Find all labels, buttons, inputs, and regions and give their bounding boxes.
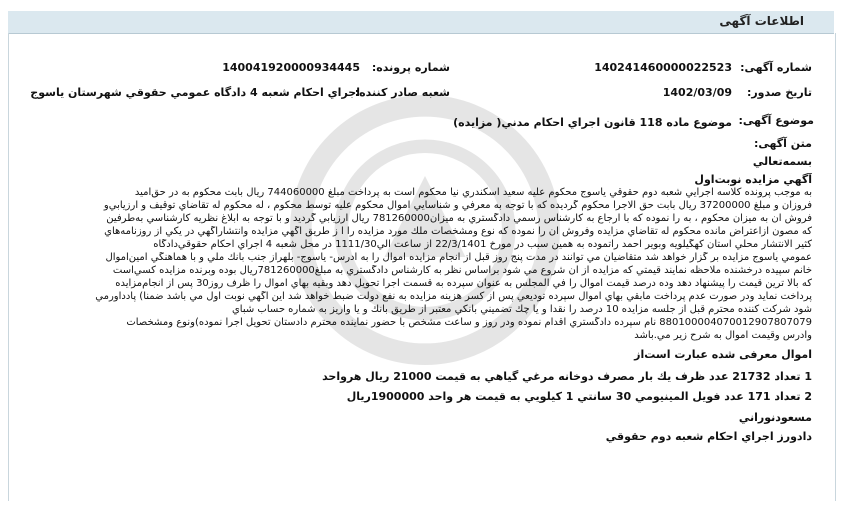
ad-line: فروش آن به ميزان محكوم ، به را نموده كه با ارجاع به كارشناس رسمي دادگستري به ميزان781260000 ريال ارزيابي گرديد و با توجه به ابلاغ نظريه كارشناسي به‌طرفين bbox=[106, 213, 812, 224]
issue-date-label: تاریخ صدور: bbox=[746, 86, 812, 99]
item-row: 2 تعداد 171 عدد فويل المينيومي 30 سانتي 1 كيلويي به قيمت هر واحد 1900000ريال bbox=[346, 390, 812, 403]
page-title: اطلاعات آگهی bbox=[719, 14, 804, 28]
ad-line: كه مصون ازاعتراض مانده محكوم له تقاضاي مزايده وفروش آن را نموده كه نوع ومشخصات ملك مورد مزايده را ا ز طريق آگهي مزايده وانتشارآگهي در يكي از روزنامه‌هاي bbox=[104, 226, 812, 237]
case-number-label: شماره پرونده: bbox=[371, 61, 450, 74]
ad-line: فروزان و مبلغ 37200000 ريال بابت حق الاجرا محكوم گرديده كه با توجه به معرفي و شناسايي اموال محكوم عليه توسط محكوم ، له محكوم له تقاضاي توقيف و ارزيابي‌و bbox=[103, 200, 812, 211]
ad-heading: آگهي مزايده نوبت‌اول bbox=[694, 173, 812, 186]
signatory-name: مسعودنوراني bbox=[738, 411, 812, 424]
ad-line: پرداخت نمايد ودر صورت عدم پرداخت مابقي بهاي اموال سپرده توديعي پس از كسر هزينه مزايده به نفع دولت ضبط خواهد شد اين آگهي نوبت اول مي باشد ضمنا) پادداورمي bbox=[95, 291, 812, 302]
items-heading: اموال معرفی شده عبارت است‌از bbox=[634, 348, 812, 361]
ad-line: كه بالا ترين قيمت را پيشنهاد دهد وده درصد قيمت اموال را في المجلس به عنوان سپرده به قسمت اجرا تحويل دهد وبقيه بهاي اموال را ظرف روز30 پس از انجام‌مزايده bbox=[115, 278, 812, 289]
bismillah: بسمه‌تعالي bbox=[752, 155, 812, 168]
issuer: اجراي احكام شعبه 4 دادگاه عمومي حقوقي شهرستان ياسوج bbox=[30, 86, 360, 99]
ad-number: 140241460000022523 bbox=[594, 61, 732, 74]
case-number: 140041920000934445 bbox=[222, 61, 360, 74]
signatory-title: دادورز اجراي احكام شعبه دوم حقوقي bbox=[605, 430, 812, 443]
issue-date: 1402/03/09 bbox=[662, 86, 732, 99]
ad-line: وادرس وقيمت اموال به شرح زير مي.باشد bbox=[634, 330, 812, 341]
ad-line: كثير الانتشار محلي استان كهگيلويه وبوير احمد راتموده به همين سبب در مورخ 22/3/1401 از ساعت الي1111/30 در محل شعبه 4 اجراي احكام حقوقي‌دادگاه bbox=[153, 239, 812, 250]
ad-line: شود شركت كننده محترم قبل از جلسه مزايده 10 درصد را نقدا و يا چك تضميني بانكي معتبر از طريق بانك و يا واريز به شماره حساب شباي bbox=[231, 304, 812, 315]
title-bar bbox=[8, 11, 834, 34]
ad-line: خانم سپيده درخشنده ملاحظه نمايند قيمتي كه مزايده از ان شروع مي شود براساس نظر به كارشناس دادگستري به مبلغ781260000ريال بوده وبرنده مزايده كسي‌است bbox=[112, 265, 812, 276]
issuer-label: شعبه صادر کننده: bbox=[354, 86, 450, 99]
subject: موضوع ماده 118 قانون اجراي احكام مدني( مزايده) bbox=[453, 116, 732, 129]
ad-line: عمومي ياسوج مزايده بر گزار خواهد شد متقاضيان مي توانند در مدت پنج روز قبل از انجام مزايده اموال را به ادرس- ياسوج- بلهراز جنب بانك ملي و با هماهنگي امين‌اموال bbox=[105, 252, 812, 263]
ad-line: 880100004070012907807079 نام سپرده دادگستري اقدام نموده ودر روز و ساعت مشخص با حضور نماينده محترم دادستان تحويل اجرا نموده)ونوع ومشخصات bbox=[126, 317, 812, 328]
subject-label: موضوع آگهی: bbox=[738, 114, 814, 127]
ad-number-label: شماره آگهی: bbox=[740, 61, 812, 74]
ad-text-label: متن آگهی: bbox=[754, 137, 812, 150]
ad-line: به موجب پرونده كلاسه اجرايي شعبه دوم حقوقي ياسوج محكوم عليه سعيد اسكندري نيا محكوم است به پرداخت مبلغ 744060000 ريال بابت محكوم به در حق‌اميد bbox=[134, 187, 812, 198]
item-row: 1 تعداد 21732 عدد ظرف يك بار مصرف دوخانه مرغي گياهي به قيمت 21000 ريال هرواحد bbox=[322, 370, 812, 383]
